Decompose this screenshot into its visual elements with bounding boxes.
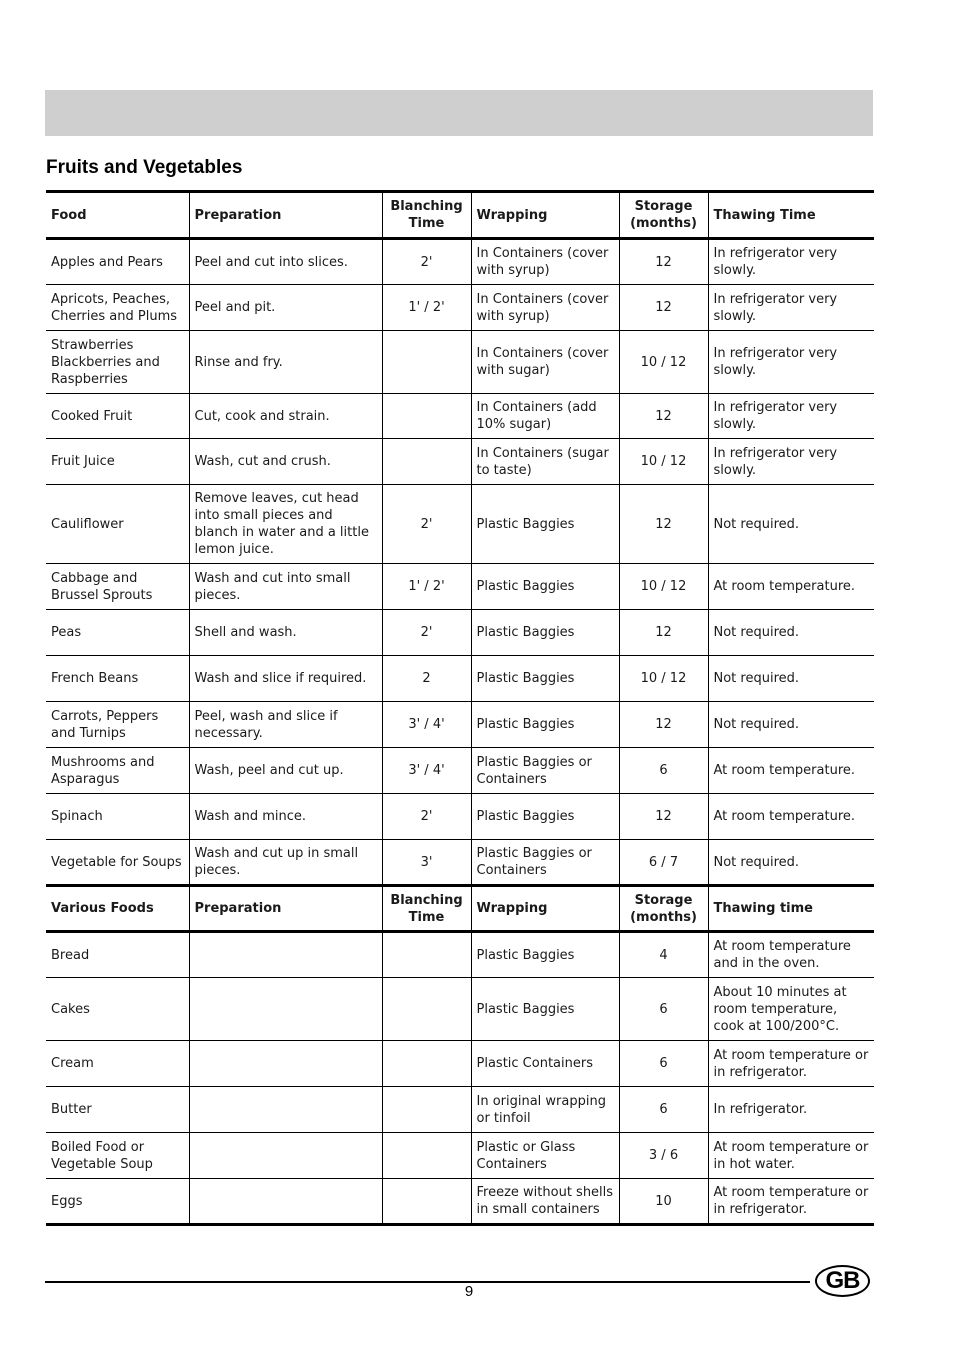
header-thawing: Thawing time — [708, 886, 874, 932]
cell-food: Bread — [46, 932, 189, 978]
cell-storage: 12 — [619, 702, 708, 748]
header-preparation: Preparation — [189, 886, 382, 932]
cell-preparation: Remove leaves, cut head into small pieces and blanch in water and a little lemon juice. — [189, 485, 382, 564]
table-row — [46, 794, 874, 840]
cell-blanching — [382, 331, 471, 394]
cell-blanching — [382, 1133, 471, 1179]
cell-wrapping: In original wrapping or tinfoil — [471, 1087, 619, 1133]
cell-storage: 10 / 12 — [619, 656, 708, 702]
cell-food: Vegetable for Soups — [46, 840, 189, 886]
table-row — [46, 1179, 874, 1225]
cell-blanching — [382, 932, 471, 978]
cell-food: Fruit Juice — [46, 439, 189, 485]
cell-wrapping: Plastic Baggies — [471, 978, 619, 1041]
cell-thawing: In refrigerator very slowly. — [708, 394, 874, 439]
cell-wrapping: Plastic Baggies — [471, 610, 619, 656]
cell-food: Carrots, Peppers and Turnips — [46, 702, 189, 748]
header-bar — [45, 90, 873, 136]
table-header-row — [46, 886, 874, 932]
table-row — [46, 1041, 874, 1087]
header-thawing: Thawing Time — [708, 192, 874, 239]
table-row — [46, 656, 874, 702]
table-header-row — [46, 192, 874, 239]
cell-blanching — [382, 394, 471, 439]
cell-blanching: 2' — [382, 794, 471, 840]
cell-blanching: 1' / 2' — [382, 564, 471, 610]
cell-food: Cauliflower — [46, 485, 189, 564]
cell-storage: 12 — [619, 610, 708, 656]
cell-food: Mushrooms and Asparagus — [46, 748, 189, 794]
cell-storage: 12 — [619, 285, 708, 331]
cell-thawing: In refrigerator very slowly. — [708, 285, 874, 331]
cell-storage: 12 — [619, 794, 708, 840]
cell-storage: 10 / 12 — [619, 439, 708, 485]
cell-storage: 6 — [619, 748, 708, 794]
cell-storage: 12 — [619, 485, 708, 564]
cell-wrapping: Plastic Baggies — [471, 702, 619, 748]
table-row — [46, 439, 874, 485]
cell-food: Strawberries Blackberries and Raspberries — [46, 331, 189, 394]
cell-preparation: Wash, cut and crush. — [189, 439, 382, 485]
table-row — [46, 239, 874, 285]
cell-preparation: Wash, peel and cut up. — [189, 748, 382, 794]
cell-storage: 3 / 6 — [619, 1133, 708, 1179]
cell-wrapping: In Containers (cover with syrup) — [471, 239, 619, 285]
cell-blanching: 1' / 2' — [382, 285, 471, 331]
cell-food: Apples and Pears — [46, 239, 189, 285]
cell-preparation: Peel, wash and slice if necessary. — [189, 702, 382, 748]
table-row — [46, 1133, 874, 1179]
cell-wrapping: Plastic Baggies — [471, 564, 619, 610]
cell-blanching: 3' — [382, 840, 471, 886]
table-row — [46, 331, 874, 394]
cell-storage: 12 — [619, 239, 708, 285]
cell-thawing: At room temperature. — [708, 564, 874, 610]
cell-wrapping: Plastic Containers — [471, 1041, 619, 1087]
page-number: 9 — [464, 1283, 474, 1300]
cell-wrapping: In Containers (add 10% sugar) — [471, 394, 619, 439]
table-row — [46, 932, 874, 978]
cell-wrapping: Plastic Baggies — [471, 932, 619, 978]
cell-food: Butter — [46, 1087, 189, 1133]
cell-thawing: In refrigerator very slowly. — [708, 239, 874, 285]
cell-thawing: At room temperature or in refrigerator. — [708, 1041, 874, 1087]
freezing-table — [46, 190, 874, 1226]
table-row — [46, 394, 874, 439]
cell-food: Peas — [46, 610, 189, 656]
table-row — [46, 564, 874, 610]
cell-thawing: At room temperature and in the oven. — [708, 932, 874, 978]
cell-wrapping: Plastic Baggies or Containers — [471, 840, 619, 886]
cell-blanching — [382, 1087, 471, 1133]
header-blanching: Blanching Time — [382, 886, 471, 932]
table-row — [46, 485, 874, 564]
cell-thawing: At room temperature or in hot water. — [708, 1133, 874, 1179]
table-row — [46, 840, 874, 886]
cell-wrapping: Freeze without shells in small containers — [471, 1179, 619, 1225]
cell-thawing: Not required. — [708, 485, 874, 564]
cell-blanching — [382, 978, 471, 1041]
cell-blanching — [382, 439, 471, 485]
cell-blanching — [382, 1179, 471, 1225]
header-blanching: Blanching Time — [382, 192, 471, 239]
cell-preparation: Wash and slice if required. — [189, 656, 382, 702]
cell-preparation: Shell and wash. — [189, 610, 382, 656]
cell-food: French Beans — [46, 656, 189, 702]
table-row — [46, 285, 874, 331]
cell-preparation: Peel and cut into slices. — [189, 239, 382, 285]
cell-preparation: Wash and cut into small pieces. — [189, 564, 382, 610]
cell-preparation: Wash and cut up in small pieces. — [189, 840, 382, 886]
cell-storage: 10 / 12 — [619, 564, 708, 610]
cell-blanching: 2' — [382, 239, 471, 285]
footer-rule — [45, 1281, 810, 1283]
cell-preparation: Cut, cook and strain. — [189, 394, 382, 439]
cell-wrapping: In Containers (sugar to taste) — [471, 439, 619, 485]
cell-food: Eggs — [46, 1179, 189, 1225]
cell-preparation — [189, 1133, 382, 1179]
cell-thawing: Not required. — [708, 702, 874, 748]
cell-thawing: At room temperature. — [708, 794, 874, 840]
cell-wrapping: Plastic Baggies — [471, 794, 619, 840]
cell-preparation — [189, 932, 382, 978]
cell-blanching: 3' / 4' — [382, 748, 471, 794]
cell-preparation — [189, 978, 382, 1041]
cell-preparation — [189, 1087, 382, 1133]
cell-storage: 6 / 7 — [619, 840, 708, 886]
cell-preparation — [189, 1179, 382, 1225]
cell-storage: 6 — [619, 1087, 708, 1133]
cell-storage: 10 — [619, 1179, 708, 1225]
header-food: Food — [46, 192, 189, 239]
table-row — [46, 748, 874, 794]
cell-preparation — [189, 1041, 382, 1087]
cell-blanching: 2 — [382, 656, 471, 702]
cell-thawing: About 10 minutes at room temperature, cook at 100/200°C. — [708, 978, 874, 1041]
cell-thawing: In refrigerator. — [708, 1087, 874, 1133]
cell-storage: 10 / 12 — [619, 331, 708, 394]
header-storage: Storage (months) — [619, 192, 708, 239]
cell-blanching: 2' — [382, 610, 471, 656]
table-row — [46, 610, 874, 656]
cell-preparation: Rinse and fry. — [189, 331, 382, 394]
cell-food: Apricots, Peaches, Cherries and Plums — [46, 285, 189, 331]
cell-thawing: Not required. — [708, 656, 874, 702]
cell-food: Cream — [46, 1041, 189, 1087]
table-row — [46, 1087, 874, 1133]
cell-blanching — [382, 1041, 471, 1087]
cell-thawing: Not required. — [708, 610, 874, 656]
cell-wrapping: In Containers (cover with sugar) — [471, 331, 619, 394]
cell-thawing: At room temperature or in refrigerator. — [708, 1179, 874, 1225]
header-wrapping: Wrapping — [471, 192, 619, 239]
cell-wrapping: In Containers (cover with syrup) — [471, 285, 619, 331]
cell-food: Boiled Food or Vegetable Soup — [46, 1133, 189, 1179]
cell-preparation: Wash and mince. — [189, 794, 382, 840]
cell-blanching: 2' — [382, 485, 471, 564]
country-badge: GB — [815, 1265, 870, 1297]
table-row — [46, 702, 874, 748]
cell-blanching: 3' / 4' — [382, 702, 471, 748]
cell-thawing: At room temperature. — [708, 748, 874, 794]
cell-storage: 6 — [619, 1041, 708, 1087]
cell-wrapping: Plastic or Glass Containers — [471, 1133, 619, 1179]
cell-storage: 12 — [619, 394, 708, 439]
cell-food: Spinach — [46, 794, 189, 840]
cell-thawing: Not required. — [708, 840, 874, 886]
cell-wrapping: Plastic Baggies — [471, 485, 619, 564]
cell-food: Cabbage and Brussel Sprouts — [46, 564, 189, 610]
table-row — [46, 978, 874, 1041]
cell-wrapping: Plastic Baggies or Containers — [471, 748, 619, 794]
cell-preparation: Peel and pit. — [189, 285, 382, 331]
cell-food: Cakes — [46, 978, 189, 1041]
cell-storage: 4 — [619, 932, 708, 978]
cell-storage: 6 — [619, 978, 708, 1041]
header-storage: Storage (months) — [619, 886, 708, 932]
header-preparation: Preparation — [189, 192, 382, 239]
cell-thawing: In refrigerator very slowly. — [708, 331, 874, 394]
cell-food: Cooked Fruit — [46, 394, 189, 439]
header-wrapping: Wrapping — [471, 886, 619, 932]
header-food: Various Foods — [46, 886, 189, 932]
cell-thawing: In refrigerator very slowly. — [708, 439, 874, 485]
cell-wrapping: Plastic Baggies — [471, 656, 619, 702]
section-title: Fruits and Vegetables — [46, 157, 243, 178]
